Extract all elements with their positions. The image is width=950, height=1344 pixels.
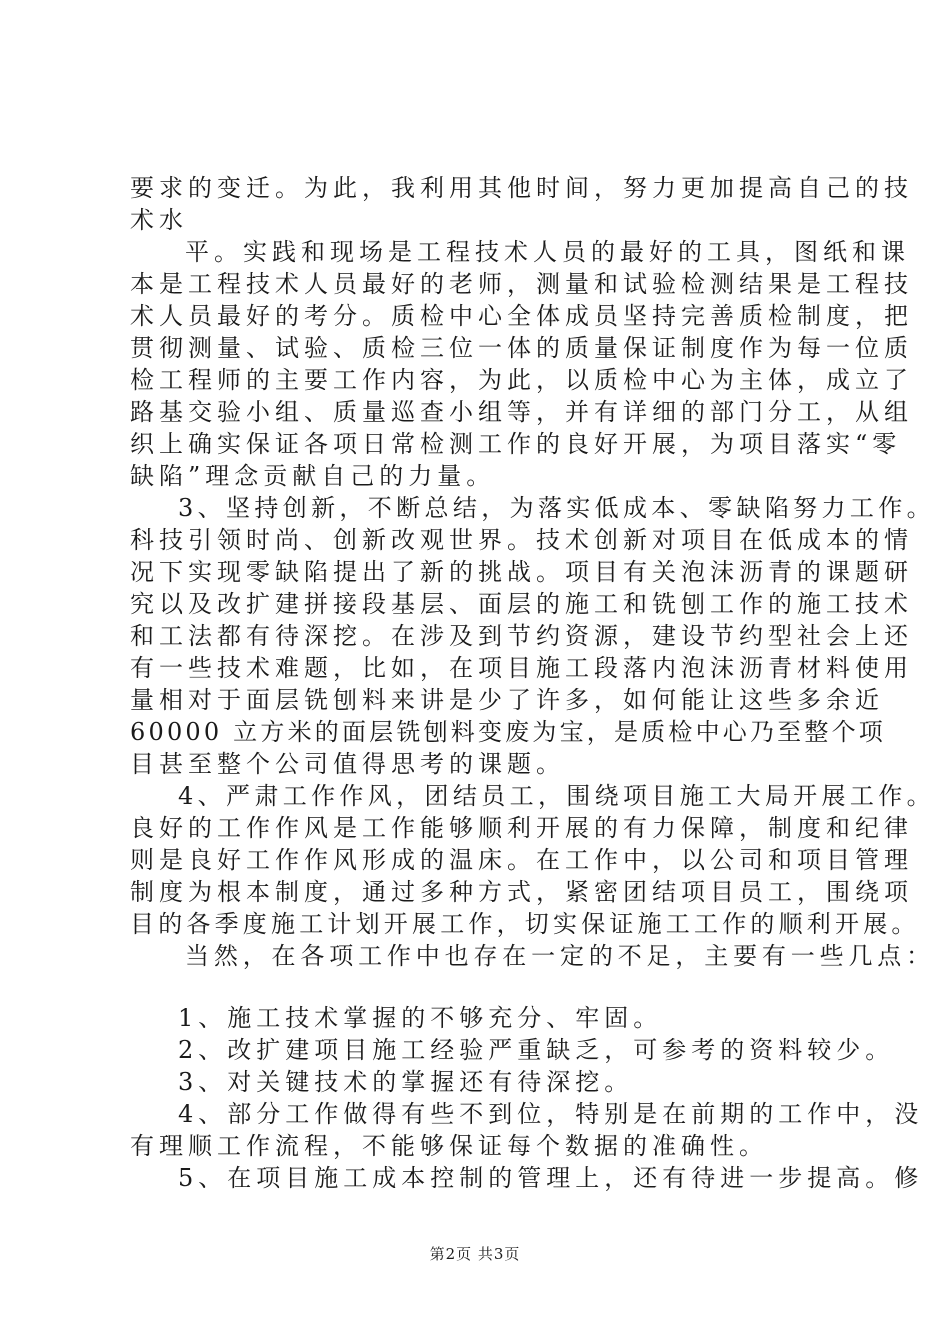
text-line: 目的各季度施工计划开展工作，切实保证施工工作的顺利开展。: [130, 910, 920, 938]
text-line: 检工程师的主要工作内容，为此，以质检中心为主体，成立了: [130, 366, 913, 394]
text-line: 术人员最好的考分。质检中心全体成员坚持完善质检制度，把: [130, 302, 913, 330]
text-line: 4、部分工作做得有些不到位，特别是在前期的工作中，没: [178, 1100, 924, 1128]
text-line: 3、坚持创新，不断总结，为落实低成本、零缺陷努力工作。: [178, 494, 935, 522]
text-line: 60000 立方米的面层铣刨料变废为宝，是质检中心乃至整个项: [130, 718, 886, 746]
page-number: 第2页 共3页: [429, 1245, 521, 1263]
text-line: 缺陷”理念贡献自己的力量。: [130, 462, 496, 490]
text-line: 要求的变迁。为此，我利用其他时间，努力更加提高自己的技: [130, 174, 913, 202]
text-line: 本是工程技术人员最好的老师，测量和试验检测结果是工程技: [130, 270, 913, 298]
text-line: 量相对于面层铣刨料来讲是少了许多，如何能让这些多余近: [130, 686, 884, 714]
text-line: 有一些技术难题，比如，在项目施工段落内泡沫沥青材料使用: [130, 654, 913, 682]
text-line: 2、改扩建项目施工经验严重缺乏，可参考的资料较少。: [178, 1036, 895, 1064]
text-line: 3、对关键技术的掌握还有待深挖。: [178, 1068, 634, 1096]
text-line: 有理顺工作流程，不能够保证每个数据的准确性。: [130, 1132, 768, 1160]
text-line: 当然，在各项工作中也存在一定的不足，主要有一些几点：: [185, 942, 935, 970]
text-line: 5、在项目施工成本控制的管理上，还有待进一步提高。修: [178, 1164, 924, 1192]
text-line: 平。实践和现场是工程技术人员的最好的工具，图纸和课: [185, 238, 910, 266]
text-line: 良好的工作作风是工作能够顺利开展的有力保障，制度和纪律: [130, 814, 913, 842]
text-line: 1、施工技术掌握的不够充分、牢固。: [178, 1004, 663, 1032]
text-line: 路基交验小组、质量巡查小组等，并有详细的部门分工，从组: [130, 398, 913, 426]
text-line: 术水: [130, 206, 188, 234]
text-line: 4、严肃工作作风，团结员工，围绕项目施工大局开展工作。: [178, 782, 935, 810]
text-line: 科技引领时尚、创新改观世界。技术创新对项目在低成本的情: [130, 526, 913, 554]
text-line: 贯彻测量、试验、质检三位一体的质量保证制度作为每一位质: [130, 334, 913, 362]
text-line: 制度为根本制度，通过多种方式，紧密团结项目员工，围绕项: [130, 878, 913, 906]
text-line: 和工法都有待深挖。在涉及到节约资源，建设节约型社会上还: [130, 622, 913, 650]
text-line: 织上确实保证各项日常检测工作的良好开展，为项目落实“零: [130, 430, 902, 458]
text-line: 则是良好工作作风形成的温床。在工作中，以公司和项目管理: [130, 846, 913, 874]
text-line: 目甚至整个公司值得思考的课题。: [130, 750, 565, 778]
text-line: 况下实现零缺陷提出了新的挑战。项目有关泡沫沥青的课题研: [130, 558, 913, 586]
text-line: 究以及改扩建拼接段基层、面层的施工和铣刨工作的施工技术: [130, 590, 913, 618]
